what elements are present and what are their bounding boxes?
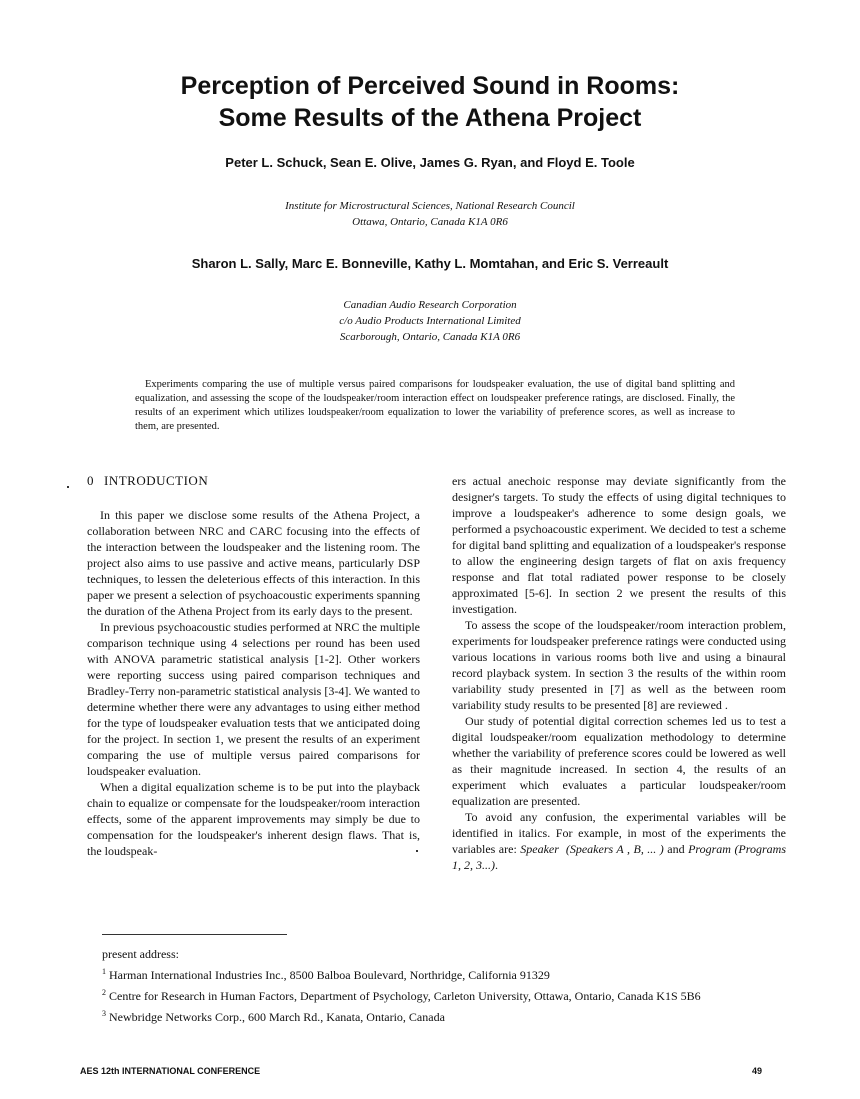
- paragraph-continuation: ers actual anechoic response may deviate significantly from the designer's targets. To study the effects of using digital techniques to improve a loudspeaker's adherence to some design goals, we performed a psychoacoustic experiment. We decided to test a scheme for digital band splitting and equalization of a loudspeaker's response to allow the engineering design targets of flat on axis frequency response and flat total radiated power response to be closely approximated [5-6]. In section 2 we present the results of this investigation.: [452, 474, 786, 616]
- section-title: INTRODUCTION: [104, 473, 209, 488]
- variable-program: Program: [688, 842, 731, 856]
- paragraph: To assess the scope of the loudspeaker/room interaction problem, experiments for loudspeaker preference ratings were conducted using various locations in various rooms both live and using a binaural record playback system. In section 3 the results of the within room variability study presented in [7] as well as the between room variability study results to be presented [8] are reviewed .: [452, 618, 786, 712]
- paragraph-text: To avoid any confusion, the experimental variables will be identified in italics. For example, in most of the experiments the variables are:: [452, 810, 786, 856]
- footnote-item: [102, 984, 762, 1005]
- paragraph: Our study of potential digital correction schemes led us to test a digital loudspeaker/room equalization methodology to determine whether the variability of preference scores could be lowered as well as their magnitude increased. In section 4, the results of an experiment which evaluates a particular loudspeaker/room equalization are presented.: [452, 714, 786, 808]
- affiliation-line: Canadian Audio Research Corporation: [343, 299, 517, 311]
- paragraph: When a digital equalization scheme is to be put into the playback chain to equalize or compensate for the loudspeaker/room interaction effects, some of the apparent improvements may simply be due to compensation for the loudspeaker's inherent design flaws. That is, the loudspeak-: [87, 780, 420, 858]
- footnote-rule: [102, 934, 287, 935]
- affiliation-line: c/o Audio Products International Limited: [339, 315, 521, 327]
- title-line-1: Perception of Perceived Sound in Rooms:: [180, 72, 680, 100]
- variable-speaker: Speaker: [520, 842, 559, 856]
- footnote-item: [102, 1005, 762, 1026]
- footer-page-number: 49: [752, 1066, 763, 1076]
- footnote-text: Centre for Research in Human Factors, Department of Psychology, Carleton University, Ottawa, Ontario, Canada K1S 5B6: [109, 989, 701, 1003]
- variable-program-list: (Programs 1, 2, 3...): [452, 842, 786, 872]
- footnote-text: Newbridge Networks Corp., 600 March Rd., Kanata, Ontario, Canada: [109, 1010, 445, 1024]
- abstract: Experiments comparing the use of multiple versus paired comparisons for loudspeaker evaluation, the use of digital band splitting and equalization, and assessing the scope of the loudspeaker/room interaction effect on loudspeaker preference ratings, are disclosed. Finally, the results of an experiment which utilizes loudspeaker/room equalization to lower the variability of preference scores, as well as increase to them, are presented.: [135, 379, 735, 432]
- affiliation-1: [60, 198, 800, 230]
- paragraph: In previous psychoacoustic studies performed at NRC the multiple comparison technique using 4 selections per round has been used with ANOVA parametric statistical analysis [1-2]. Other workers were reporting success using paired comparison techniques and Bradley-Terry non-parametric statistical analysis [3-4]. We wanted to determine whether there were any advantages to using either method for the type of loudspeaker evaluation tests that we anticipated doing for the project. In section 1, we present the results of an experiment comparing the use of multiple versus paired comparisons for loudspeaker evaluation.: [87, 620, 420, 778]
- title-line-2: Some Results of the Athena Project: [218, 104, 642, 132]
- footnotes: [102, 946, 762, 1026]
- sentence-end: .: [495, 858, 498, 872]
- margin-mark: [416, 850, 418, 852]
- author-list-1: Peter L. Schuck, Sean E. Olive, James G. Ryan, and Floyd E. Toole: [225, 155, 635, 170]
- footnote-mark: 1: [102, 967, 106, 976]
- footnote-label: present address:: [102, 947, 179, 961]
- footnote-item: [102, 963, 762, 984]
- paragraph: [452, 809, 786, 873]
- author-list-2: Sharon L. Sally, Marc E. Bonneville, Kathy L. Momtahan, and Eric S. Verreault: [191, 256, 669, 271]
- footnote-mark: 3: [102, 1009, 106, 1018]
- affiliation-line: Institute for Microstructural Sciences, National Research Council: [285, 200, 575, 212]
- footnote-mark: 2: [102, 988, 106, 997]
- affiliation-2: [60, 297, 800, 345]
- affiliation-line: Ottawa, Ontario, Canada K1A 0R6: [352, 216, 508, 228]
- left-column: [87, 473, 420, 859]
- margin-mark: [67, 486, 69, 488]
- paragraph: In this paper we disclose some results of the Athena Project, a collaboration between NRC and CARC focusing into the effects of the interaction between the loudspeaker and the listening room. The project also aims to use passive and active means, particularly DSP techniques, to lessen the deleterious effects of this interaction. In this paper we present a selection of psychoacoustic experiments spanning the duration of the Athena Project from its early days to the present.: [87, 508, 420, 618]
- conjunction: and: [663, 842, 689, 856]
- affiliation-line: Scarborough, Ontario, Canada K1A 0R6: [339, 331, 521, 343]
- variable-speaker-list: (Speakers A , B, ... ): [565, 842, 664, 856]
- section-heading: [87, 473, 420, 489]
- footer-conference: AES 12th INTERNATIONAL CONFERENCE: [80, 1066, 261, 1076]
- right-column: [452, 473, 786, 873]
- paper-title: [60, 70, 800, 134]
- footnote-text: Harman International Industries Inc., 8500 Balboa Boulevard, Northridge, California 91329: [109, 968, 550, 982]
- section-number: 0: [87, 473, 94, 488]
